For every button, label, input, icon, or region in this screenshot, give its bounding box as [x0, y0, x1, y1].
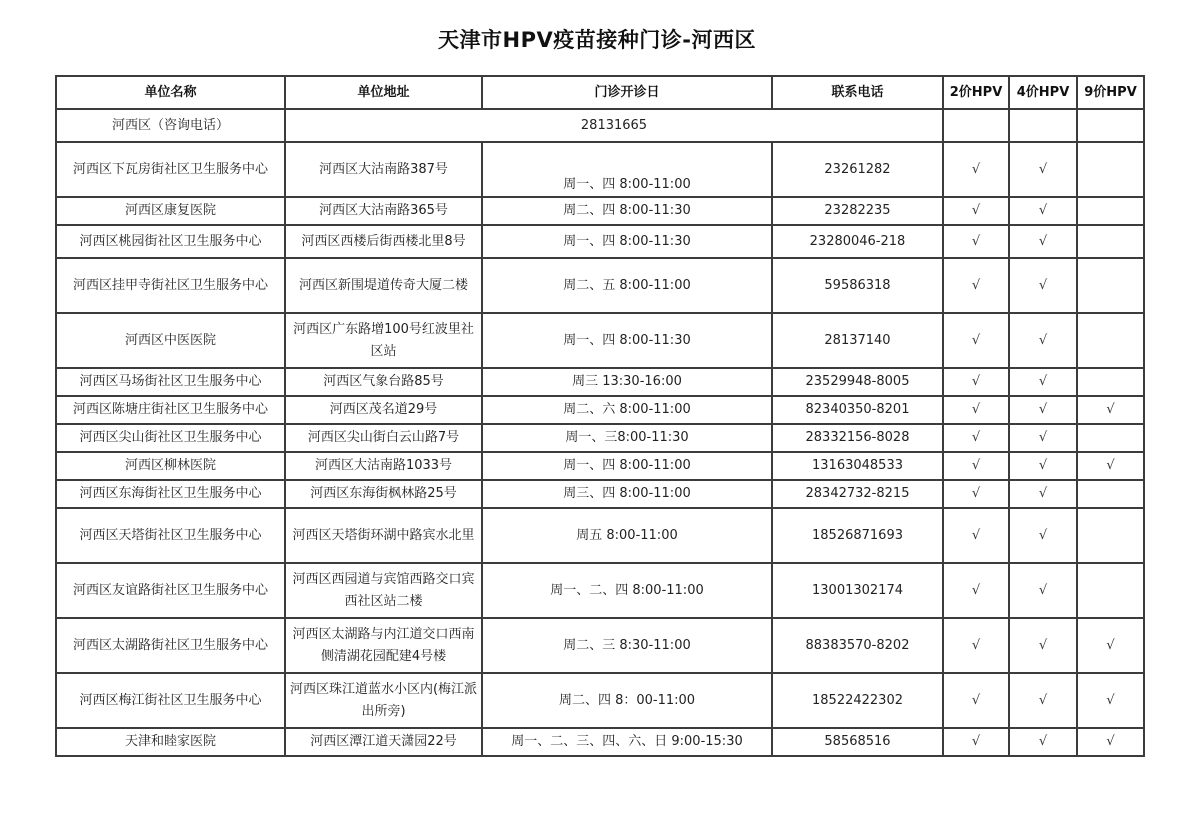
- inquiry-hpv4: [1009, 109, 1077, 142]
- table-row: [56, 313, 1144, 368]
- header-hpv9: 9价HPV: [1077, 76, 1144, 109]
- hpv2-check: √: [943, 258, 1009, 313]
- unit-address-cell: 河西区茂名道29号: [285, 396, 482, 424]
- hpv9-check: [1077, 225, 1144, 258]
- clinic-days-cell: 周一、四 8:00-11:30: [482, 313, 772, 368]
- hpv9-check: √: [1077, 618, 1144, 673]
- inquiry-phone: 28131665: [285, 109, 943, 142]
- phone-cell: 58568516: [772, 728, 943, 756]
- clinic-days-cell: 周二、六 8:00-11:00: [482, 396, 772, 424]
- table-row: [56, 480, 1144, 508]
- hpv9-check: √: [1077, 452, 1144, 480]
- hpv4-check: √: [1009, 396, 1077, 424]
- table-row: [56, 142, 1144, 197]
- phone-cell: 28342732-8215: [772, 480, 943, 508]
- unit-name-cell: 河西区马场街社区卫生服务中心: [56, 368, 285, 396]
- hpv4-check: √: [1009, 313, 1077, 368]
- unit-address-cell: 河西区东海街枫林路25号: [285, 480, 482, 508]
- unit-name-cell: 河西区梅江街社区卫生服务中心: [56, 673, 285, 728]
- table-row: [56, 368, 1144, 396]
- hpv2-check: √: [943, 728, 1009, 756]
- unit-address-cell: 河西区潭江道天潇园22号: [285, 728, 482, 756]
- clinic-days-cell: 周三、四 8:00-11:00: [482, 480, 772, 508]
- phone-cell: 13001302174: [772, 563, 943, 618]
- phone-cell: 23529948-8005: [772, 368, 943, 396]
- hpv2-check: √: [943, 508, 1009, 563]
- table-row: [56, 396, 1144, 424]
- clinic-days-cell: 周五 8:00-11:00: [482, 508, 772, 563]
- unit-address-cell: 河西区西楼后街西楼北里8号: [285, 225, 482, 258]
- hpv2-check: √: [943, 452, 1009, 480]
- unit-address-cell: 河西区尖山街白云山路7号: [285, 424, 482, 452]
- clinic-days-cell: 周二、四 8:00-11:30: [482, 197, 772, 225]
- hpv2-check: √: [943, 368, 1009, 396]
- hpv9-check: √: [1077, 728, 1144, 756]
- unit-name-cell: 河西区下瓦房街社区卫生服务中心: [56, 142, 285, 197]
- hpv2-check: √: [943, 480, 1009, 508]
- clinic-days-cell: 周一、二、四 8:00-11:00: [482, 563, 772, 618]
- phone-cell: 13163048533: [772, 452, 943, 480]
- hpv9-check: [1077, 142, 1144, 197]
- unit-address-cell: 河西区天塔街环湖中路宾水北里: [285, 508, 482, 563]
- table-row: [56, 197, 1144, 225]
- unit-name-cell: 河西区中医医院: [56, 313, 285, 368]
- unit-address-cell: 河西区新围堤道传奇大厦二楼: [285, 258, 482, 313]
- hpv2-check: √: [943, 396, 1009, 424]
- phone-cell: 59586318: [772, 258, 943, 313]
- inquiry-hpv9: [1077, 109, 1144, 142]
- hpv4-check: √: [1009, 673, 1077, 728]
- hpv4-check: √: [1009, 480, 1077, 508]
- hpv9-check: √: [1077, 396, 1144, 424]
- unit-name-cell: 河西区桃园街社区卫生服务中心: [56, 225, 285, 258]
- header-hpv2: 2价HPV: [943, 76, 1009, 109]
- hpv4-check: √: [1009, 563, 1077, 618]
- unit-address-cell: 河西区太湖路与内江道交口西南侧清湖花园配建4号楼: [285, 618, 482, 673]
- table-row: [56, 452, 1144, 480]
- hpv4-check: √: [1009, 618, 1077, 673]
- clinic-days-cell: 周二、五 8:00-11:00: [482, 258, 772, 313]
- inquiry-label: 河西区（咨询电话）: [56, 109, 285, 142]
- hpv2-check: √: [943, 225, 1009, 258]
- hpv4-check: √: [1009, 508, 1077, 563]
- hpv9-check: [1077, 508, 1144, 563]
- phone-cell: 82340350-8201: [772, 396, 943, 424]
- inquiry-hpv2: [943, 109, 1009, 142]
- table-row: [56, 258, 1144, 313]
- table-row: [56, 618, 1144, 673]
- unit-address-cell: 河西区大沽南路1033号: [285, 452, 482, 480]
- hpv9-check: [1077, 258, 1144, 313]
- header-hpv4: 4价HPV: [1009, 76, 1077, 109]
- header-unit-address: 单位地址: [285, 76, 482, 109]
- inquiry-row: [56, 109, 1144, 142]
- hpv4-check: √: [1009, 258, 1077, 313]
- table-row: [56, 508, 1144, 563]
- hpv4-check: √: [1009, 197, 1077, 225]
- unit-address-cell: 河西区珠江道蓝水小区内(梅江派出所旁): [285, 673, 482, 728]
- unit-name-cell: 天津和睦家医院: [56, 728, 285, 756]
- table-row: [56, 563, 1144, 618]
- unit-name-cell: 河西区康复医院: [56, 197, 285, 225]
- hpv2-check: √: [943, 673, 1009, 728]
- hpv2-check: √: [943, 313, 1009, 368]
- hpv-clinic-table: [55, 75, 1145, 757]
- unit-name-cell: 河西区柳林医院: [56, 452, 285, 480]
- unit-name-cell: 河西区尖山街社区卫生服务中心: [56, 424, 285, 452]
- phone-cell: 28332156-8028: [772, 424, 943, 452]
- phone-cell: 23280046-218: [772, 225, 943, 258]
- clinic-days-cell: 周一、三8:00-11:30: [482, 424, 772, 452]
- phone-cell: 88383570-8202: [772, 618, 943, 673]
- table-row: [56, 424, 1144, 452]
- table-row: [56, 225, 1144, 258]
- unit-name-cell: 河西区挂甲寺街社区卫生服务中心: [56, 258, 285, 313]
- clinic-days-cell: 周一、二、三、四、六、日 9:00-15:30: [482, 728, 772, 756]
- clinic-days-cell: 周一、四 8:00-11:30: [482, 225, 772, 258]
- table-row: [56, 673, 1144, 728]
- phone-cell: 18522422302: [772, 673, 943, 728]
- phone-cell: 23282235: [772, 197, 943, 225]
- hpv4-check: √: [1009, 424, 1077, 452]
- hpv9-check: [1077, 313, 1144, 368]
- unit-address-cell: 河西区西园道与宾馆西路交口宾西社区站二楼: [285, 563, 482, 618]
- hpv4-check: √: [1009, 142, 1077, 197]
- hpv9-check: [1077, 480, 1144, 508]
- unit-name-cell: 河西区东海街社区卫生服务中心: [56, 480, 285, 508]
- hpv2-check: √: [943, 197, 1009, 225]
- hpv9-check: [1077, 368, 1144, 396]
- hpv2-check: √: [943, 618, 1009, 673]
- unit-address-cell: 河西区大沽南路365号: [285, 197, 482, 225]
- header-clinic-days: 门诊开诊日: [482, 76, 772, 109]
- hpv4-check: √: [1009, 452, 1077, 480]
- phone-cell: 28137140: [772, 313, 943, 368]
- unit-name-cell: 河西区天塔街社区卫生服务中心: [56, 508, 285, 563]
- clinic-days-cell: 周一、四 8:00-11:00: [482, 452, 772, 480]
- header-unit-name: 单位名称: [56, 76, 285, 109]
- phone-cell: 18526871693: [772, 508, 943, 563]
- hpv4-check: √: [1009, 728, 1077, 756]
- unit-address-cell: 河西区广东路增100号红波里社区站: [285, 313, 482, 368]
- hpv9-check: [1077, 563, 1144, 618]
- unit-name-cell: 河西区陈塘庄街社区卫生服务中心: [56, 396, 285, 424]
- clinic-days-cell: 周一、四 8:00-11:00: [482, 142, 772, 197]
- hpv2-check: √: [943, 563, 1009, 618]
- table-row: [56, 728, 1144, 756]
- unit-name-cell: 河西区友谊路街社区卫生服务中心: [56, 563, 285, 618]
- unit-address-cell: 河西区气象台路85号: [285, 368, 482, 396]
- clinic-days-cell: 周二、四 8：00-11:00: [482, 673, 772, 728]
- hpv2-check: √: [943, 142, 1009, 197]
- header-phone: 联系电话: [772, 76, 943, 109]
- unit-address-cell: 河西区大沽南路387号: [285, 142, 482, 197]
- hpv4-check: √: [1009, 368, 1077, 396]
- page-title: 天津市HPV疫苗接种门诊-河西区: [438, 28, 756, 52]
- clinic-days-cell: 周二、三 8:30-11:00: [482, 618, 772, 673]
- hpv9-check: [1077, 424, 1144, 452]
- hpv4-check: √: [1009, 225, 1077, 258]
- hpv9-check: [1077, 197, 1144, 225]
- hpv2-check: √: [943, 424, 1009, 452]
- phone-cell: 23261282: [772, 142, 943, 197]
- hpv9-check: √: [1077, 673, 1144, 728]
- unit-name-cell: 河西区太湖路街社区卫生服务中心: [56, 618, 285, 673]
- clinic-days-cell: 周三 13:30-16:00: [482, 368, 772, 396]
